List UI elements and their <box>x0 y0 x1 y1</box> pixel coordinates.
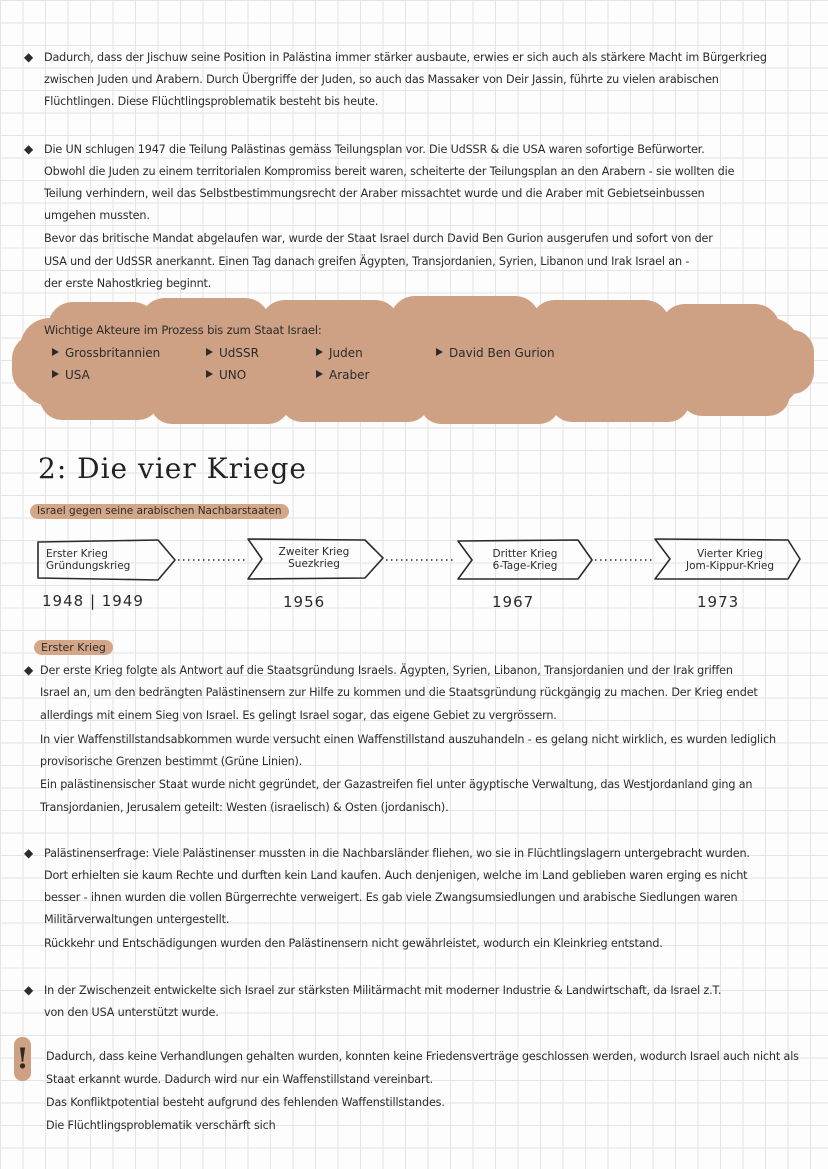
bullet-diamond: ◆ <box>24 50 34 64</box>
bullet-diamond: ◆ <box>24 663 34 677</box>
text-line: Flüchtlingen. Diese Flüchtlingsproblematik besteht bis heute. <box>44 95 379 108</box>
actor-item: USA <box>52 368 90 382</box>
text-line: Ein palästinensischer Staat wurde nicht gegründet, der Gazastreifen fiel unter ägyptische Verwaltung, das Westjordanland ging an <box>40 778 753 791</box>
text-line: USA und der UdSSR anerkannt. Einen Tag danach greifen Ägypten, Transjordanien, Syrien, Libanon und Irak Israel an - <box>44 255 690 268</box>
text-line: allerdings mit einem Sieg von Israel. Es gelingt Israel sogar, das eigene Gebiet zu vergrössern. <box>40 709 557 722</box>
text-line: besser - ihnen wurden die vollen Bürgerrechte verweigert. Es gab viele Zwangsumsiedlungen und arabische Siedlungen waren <box>44 891 738 904</box>
text-line: von den USA unterstützt wurde. <box>44 1006 219 1019</box>
actor-item: UdSSR <box>206 346 259 360</box>
actor-item: Araber <box>316 368 369 382</box>
text-line: Teilung verhindern, weil das Selbstbestimmungsrecht der Araber missachtet wurde und die Araber mit Gebietseinbussen <box>44 187 705 200</box>
text-line: In vier Waffenstillstandsabkommen wurde versucht einen Waffenstillstand auszuhandeln - es gelang nicht wirklich, es wurden lediglich <box>40 733 776 746</box>
bullet-diamond: ◆ <box>24 983 34 997</box>
actor-item: David Ben Gurion <box>436 346 555 360</box>
actor-item: Grossbritannien <box>52 346 160 360</box>
text-line: Die UN schlugen 1947 die Teilung Palästinas gemäss Teilungsplan vor. Die UdSSR & die USA waren sofortige Befürworter. <box>44 143 705 156</box>
timeline-label: Dritter Krieg 6-Tage-Krieg <box>492 548 558 572</box>
exclamation-icon: ! <box>14 1037 31 1081</box>
text-line: umgehen mussten. <box>44 209 150 222</box>
timeline-year: 1948 | 1949 <box>42 592 144 610</box>
subsection-label: Erster Krieg <box>34 640 113 655</box>
text-line: Bevor das britische Mandat abgelaufen war, wurde der Staat Israel durch David Ben Gurion ausgerufen und sofort von der <box>44 232 713 245</box>
timeline-year: 1973 <box>697 593 740 611</box>
text-line: Israel an, um den bedrängten Palästinensern zur Hilfe zu kommen und die Staatsgründung rückgängig zu machen. Der Krieg endet <box>40 686 758 699</box>
text-line: Dadurch, dass keine Verhandlungen gehalten wurden, konnten keine Friedensverträge geschlossen werden, wodurch Israel auch nicht als <box>46 1050 799 1063</box>
text-line: Transjordanien, Jerusalem geteilt: Westen (israelisch) & Osten (jordanisch). <box>40 801 449 814</box>
text-line: Palästinenserfrage: Viele Palästinenser mussten in die Nachbarsländer fliehen, wo sie in Flüchtlingslagern untergebracht wurden. <box>44 847 750 860</box>
text-line: Dort erhielten sie kaum Rechte und durften kein Land kaufen. Auch denjenigen, welche im Land geblieben waren erging es nicht <box>44 869 748 882</box>
text-line: zwischen Juden und Arabern. Durch Übergriffe der Juden, so auch das Massaker von Deir Jassin, führte zu vielen arabischen <box>44 73 719 86</box>
actors-title: Wichtige Akteure im Prozess bis zum Staat Israel: <box>44 323 322 337</box>
text-line: Dadurch, dass der Jischuw seine Position in Palästina immer stärker ausbaute, erwies er sich auch als stärkere Macht im Bürgerkrieg <box>44 51 767 64</box>
section-subtitle: Israel gegen seine arabischen Nachbarstaaten <box>30 504 289 519</box>
text-line: Militärverwaltungen untergestellt. <box>44 913 230 926</box>
timeline-label: Vierter Krieg Jom-Kippur-Krieg <box>685 548 774 572</box>
text-line: Das Konfliktpotential besteht aufgrund des fehlenden Waffenstillstandes. <box>46 1096 445 1109</box>
text-line: In der Zwischenzeit entwickelte sich Israel zur stärksten Militärmacht mit moderner Industrie & Landwirtschaft, da Israel z.T. <box>44 984 722 997</box>
actor-item: UNO <box>206 368 246 382</box>
text-line: Die Flüchtlingsproblematik verschärft sich <box>46 1119 276 1132</box>
timeline-year: 1956 <box>283 593 326 611</box>
timeline-year: 1967 <box>492 593 535 611</box>
bullet-diamond: ◆ <box>24 846 34 860</box>
text-line: der erste Nahostkrieg beginnt. <box>44 277 212 290</box>
bullet-diamond: ◆ <box>24 142 34 156</box>
text-line: Obwohl die Juden zu einem territorialen Kompromiss bereit waren, scheiterte der Teilungsplan an den Arabern - sie wollten die <box>44 165 735 178</box>
actor-item: Juden <box>316 346 363 360</box>
timeline-label: Erster Krieg Gründungskrieg <box>46 548 131 572</box>
section-heading: 2: Die vier Kriege <box>38 452 307 485</box>
text-line: Der erste Krieg folgte als Antwort auf die Staatsgründung Israels. Ägypten, Syrien, Libanon, Transjordanien und der Irak griffen <box>40 664 733 677</box>
timeline-label: Zweiter Krieg Suezkrieg <box>278 546 350 570</box>
text-line: Rückkehr und Entschädigungen wurden den Palästinensern nicht gewährleistet, wodurch ein Kleinkrieg entstand. <box>44 937 663 950</box>
text-line: provisorische Grenzen bestimmt (Grüne Linien). <box>40 755 303 768</box>
text-line: Staat erkannt wurde. Dadurch wird nur ein Waffenstillstand vereinbart. <box>46 1073 434 1086</box>
